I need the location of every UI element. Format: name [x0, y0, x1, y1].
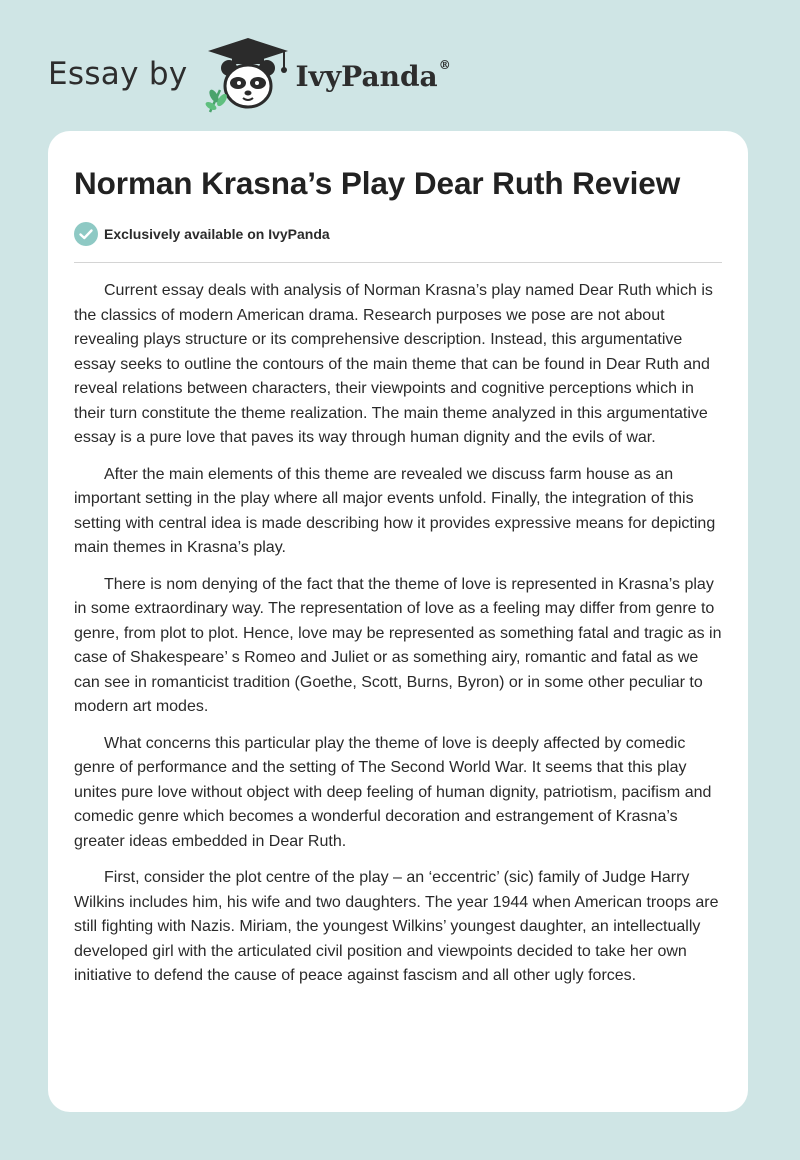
exclusive-badge — [74, 222, 330, 246]
essay-paragraph: There is nom denying of the fact that the theme of love is represented in Krasna’s play in some extraordinary way. The representation of love as a feeling may differ from genre to genre, from plot to plot. Hence, love may be represented as something fatal and tragic as in case of Shakespeare’ s Romeo and Juliet or as something airy, romantic and fatal as we can see in romanticist tradition (Goethe, Scott, Burns, Byron) or in some other peculiar to modern art modes. — [74, 575, 722, 715]
essay-body — [74, 279, 724, 1001]
essay-by-label: Essay by — [48, 56, 188, 92]
essay-paragraph: After the main elements of this theme are revealed we discuss farm house as an important setting in the play where all major events unfold. Finally, the integration of this setting with central idea is made describing how it provides expressive means for depicting main themes in Krasna’s play. — [74, 465, 716, 556]
essay-title: Norman Krasna’s Play Dear Ruth Review — [74, 165, 681, 201]
registered-mark: ® — [438, 57, 451, 72]
essay-paragraph: First, consider the plot centre of the play – an ‘eccentric’ (sic) family of Judge Harry Wilkins includes him, his wife and two daughters. The year 1944 when American troops are still fighting with Nazis. Miriam, the youngest Wilkins’ youngest daughter, an intellectually developed girl with the articulated civil position and viewpoints decided to take her own initiative to defend the cause of peace against fascism and all other ugly forces. — [74, 869, 719, 984]
brand-name: IvyPanda® — [295, 57, 451, 93]
essay-paragraph: Current essay deals with analysis of Norman Krasna’s play named Dear Ruth which is the classics of modern American drama. Research purposes we pose are not about revealing plays structure or its comprehensive description. Instead, this argumentative essay seeks to outline the contours of the main theme that can be found in Dear Ruth and reveal relations between characters, their viewpoints and cognitive perceptions which in their turn constitute the theme realization. The main theme analyzed in this argumentative essay is a pure love that paves its way through human dignity and the evils of war. — [74, 282, 713, 446]
panda-graduate-logo-icon[interactable] — [202, 34, 294, 114]
essay-paragraph: What concerns this particular play the theme of love is deeply affected by comedic genre of performance and the setting of The Second World War. It seems that this play unites pure love without object with deep feeling of human dignity, patriotism, pacifism and comedic genre which becomes a wonderful decoration and estrangement of Krasna’s greater ideas embedded in Dear Ruth. — [74, 734, 712, 850]
essay-card — [48, 131, 748, 1112]
site-header — [48, 34, 451, 114]
exclusive-badge-label: Exclusively available on IvyPanda — [104, 226, 330, 242]
check-circle-icon — [74, 222, 98, 246]
title-divider — [74, 262, 722, 263]
